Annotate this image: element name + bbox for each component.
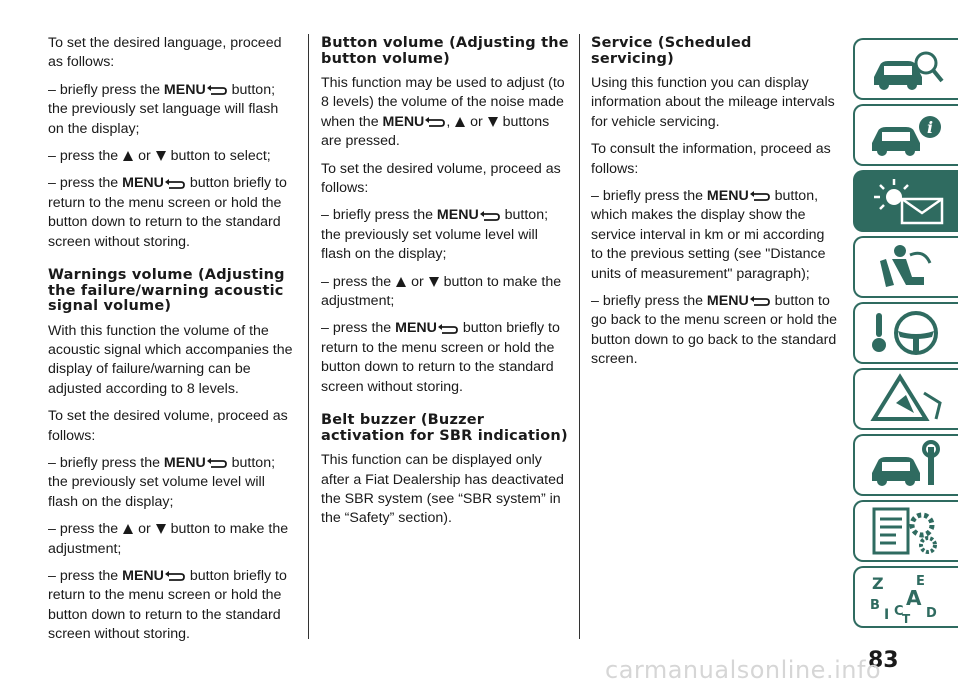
- tab-safety[interactable]: [853, 236, 958, 298]
- paragraph: – press the MENU button briefly to return to the menu screen or hold the button down to return to the standard screen without storing.: [48, 568, 287, 643]
- section-heading: Belt buzzer (Buzzer activation for SBR indication): [321, 412, 568, 444]
- svg-text:A: A: [905, 586, 921, 610]
- paragraph: – briefly press the MENU button; the previously set volume level will flash on the display;: [321, 207, 549, 263]
- warning-light-envelope-icon: [866, 175, 948, 227]
- menu-word: MENU: [122, 568, 164, 585]
- chapter-tabs: [853, 38, 960, 632]
- tab-technical-data[interactable]: [853, 500, 958, 562]
- paragraph: – briefly press the MENU button, which makes the display show the service interval in km or mi according to the previous setting (see "Distance units of measurement" paragraph);: [591, 188, 826, 282]
- column-2: [321, 34, 569, 537]
- paragraph: – press the or button to make the adjustment;: [321, 273, 562, 310]
- paragraph: – press the or button to make the adjustment;: [48, 521, 289, 557]
- down-triangle-icon: [487, 116, 499, 128]
- tab-starting-driving[interactable]: [853, 302, 958, 364]
- down-triangle-icon: [155, 150, 167, 162]
- car-wrench-icon: [866, 439, 948, 491]
- document-gears-icon: [866, 505, 948, 557]
- paragraph: To set the desired volume, proceed as follows:: [48, 408, 288, 444]
- up-triangle-icon: [395, 276, 407, 288]
- page-number: 83: [868, 648, 899, 673]
- section-heading: Service (Scheduled servicing): [591, 35, 752, 67]
- svg-text:B: B: [869, 598, 880, 613]
- paragraph: This function may be used to adjust (to 8 levels) the volume of the noise made when the MENU , or buttons are pressed.: [321, 75, 565, 150]
- column-divider: [579, 34, 580, 639]
- down-triangle-icon: [155, 523, 167, 535]
- warning-triangle-icon: [866, 373, 948, 425]
- menu-word: MENU: [706, 293, 749, 310]
- paragraph: With this function the volume of the acoustic signal which accompanies the display of failure/warning can be adjusted according to 8 levels.: [48, 322, 293, 397]
- tab-emergency[interactable]: [853, 368, 958, 430]
- menu-word: MENU: [706, 188, 749, 205]
- menu-return-arrow-icon: [749, 190, 771, 202]
- menu-return-arrow-icon: [164, 178, 186, 190]
- menu-return-arrow-icon: [437, 323, 459, 335]
- svg-text:T: T: [901, 612, 910, 623]
- menu-word: MENU: [382, 113, 425, 130]
- paragraph: To set the desired language, proceed as follows:: [48, 35, 282, 71]
- menu-word: MENU: [163, 81, 206, 98]
- paragraph: – press the MENU button briefly to return to the menu screen or hold the button down to return to the standard screen without storing.: [48, 175, 287, 250]
- seat-airbag-icon: [866, 241, 948, 293]
- tab-warning-lights[interactable]: [853, 170, 958, 232]
- paragraph: This function can be displayed only after a Fiat Dealership has deactivated the SBR system (see “SBR system” in the “Safety” section).: [321, 452, 564, 527]
- up-triangle-icon: [454, 116, 466, 128]
- key-steering-wheel-icon: [866, 307, 948, 359]
- paragraph: – briefly press the MENU button; the previously set volume level will flash on the display;: [48, 455, 276, 510]
- menu-return-arrow-icon: [206, 84, 228, 96]
- menu-word: MENU: [436, 207, 479, 224]
- down-triangle-icon: [428, 276, 440, 288]
- paragraph: To set the desired volume, proceed as follows:: [321, 160, 561, 197]
- svg-text:I: I: [883, 607, 889, 623]
- menu-return-arrow-icon: [206, 457, 228, 469]
- menu-return-arrow-icon: [479, 210, 501, 222]
- up-triangle-icon: [122, 523, 134, 535]
- car-search-icon: [866, 43, 948, 95]
- menu-word: MENU: [163, 455, 206, 471]
- tab-car-search[interactable]: [853, 38, 958, 100]
- menu-word: MENU: [395, 320, 437, 337]
- svg-text:E: E: [915, 574, 925, 589]
- svg-text:Z: Z: [871, 574, 884, 593]
- column-3: [591, 34, 839, 378]
- menu-return-arrow-icon: [424, 116, 446, 128]
- alphabet-index-icon: [866, 571, 948, 623]
- section-heading: Button volume (Adjusting the button volume): [321, 35, 569, 67]
- column-divider: [308, 34, 309, 639]
- paragraph: – briefly press the MENU button to go back to the menu screen or hold the button down to go back to the standard screen.: [591, 293, 838, 368]
- tab-car-info[interactable]: [853, 104, 958, 166]
- menu-return-arrow-icon: [164, 570, 186, 582]
- tab-maintenance[interactable]: [853, 434, 958, 496]
- menu-word: MENU: [122, 175, 164, 192]
- svg-text:D: D: [925, 606, 937, 621]
- svg-text:i: i: [926, 118, 933, 137]
- car-info-icon: [866, 109, 948, 161]
- menu-return-arrow-icon: [749, 295, 771, 307]
- svg-text:C: C: [893, 604, 904, 619]
- paragraph: – briefly press the MENU button; the previously set language will flash on the display;: [48, 81, 279, 137]
- paragraph: – press the MENU button briefly to return to the menu screen or hold the button down to return to the standard screen without storing.: [321, 320, 560, 395]
- paragraph: Using this function you can display information about the mileage intervals for vehicle servicing.: [591, 75, 835, 130]
- section-heading: Warnings volume (Adjusting the failure/warning acoustic signal volume): [48, 267, 285, 315]
- paragraph: – press the or button to select;: [48, 148, 271, 165]
- watermark: carmanualsonline.info: [605, 656, 882, 684]
- up-triangle-icon: [122, 150, 134, 162]
- tab-index[interactable]: [853, 566, 958, 628]
- paragraph: To consult the information, proceed as follows:: [591, 141, 831, 177]
- column-1: [48, 34, 296, 653]
